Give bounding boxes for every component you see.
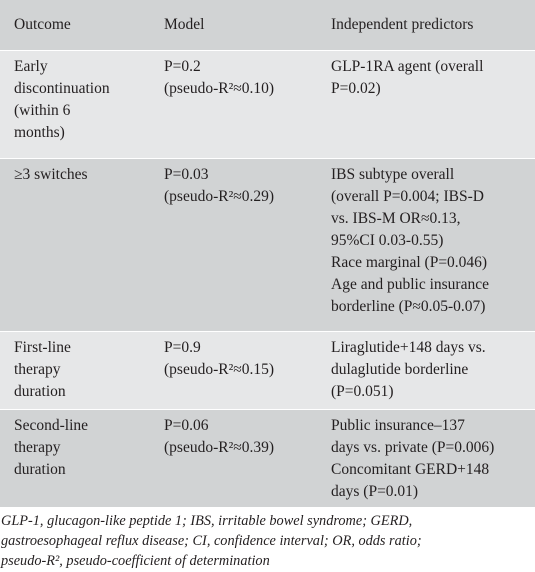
- footnote-line: GLP-1, glucagon-like peptide 1; IBS, irritable bowel syndrome; GERD,: [1, 513, 413, 529]
- cell-line: P=0.9: [164, 339, 201, 356]
- cell-line: Age and public insurance: [331, 276, 489, 293]
- cell-line: days vs. private (P=0.006): [331, 439, 495, 456]
- predictors-cell: [317, 51, 535, 159]
- model-cell: [150, 410, 317, 508]
- cell-line: days (P=0.01): [331, 483, 419, 500]
- model-cell: [150, 332, 317, 410]
- cell-line: P=0.03: [164, 166, 209, 183]
- cell-line: duration: [14, 461, 66, 478]
- cell-line: P=0.02): [331, 80, 381, 97]
- cell-line: therapy: [14, 439, 61, 456]
- cell-line: vs. IBS-M OR≈0.13,: [331, 210, 461, 227]
- footnote-line: pseudo-R², pseudo-coefficient of determination: [1, 553, 270, 569]
- model-cell: [150, 51, 317, 159]
- cell-line: (P=0.051): [331, 383, 394, 400]
- cell-line: duration: [14, 383, 66, 400]
- cell-line: discontinuation: [14, 80, 110, 97]
- table-row: [0, 51, 535, 159]
- cell-line: borderline (P≈0.05-0.07): [331, 298, 486, 315]
- outcome-cell: [0, 410, 150, 508]
- outcome-cell: [0, 51, 150, 159]
- cell-line: IBS subtype overall: [331, 166, 455, 183]
- predictors-cell: [317, 332, 535, 410]
- cell-line: Concomitant GERD+148: [331, 461, 490, 478]
- cell-line: (overall P=0.004; IBS-D: [331, 188, 484, 205]
- cell-line: GLP-1RA agent (overall: [331, 58, 484, 75]
- header-model: Model: [150, 0, 317, 51]
- footnote-line: gastroesophageal reflux disease; CI, confidence interval; OR, odds ratio;: [1, 533, 422, 549]
- table-header-row: [0, 0, 535, 51]
- cell-line: ≥3 switches: [14, 166, 88, 183]
- cell-line: Liraglutide+148 days vs.: [331, 339, 486, 356]
- cell-line: dulaglutide borderline: [331, 361, 469, 378]
- cell-line: (pseudo-R²≈0.15): [164, 361, 275, 378]
- predictors-cell: [317, 159, 535, 332]
- table-row: [0, 332, 535, 410]
- header-predictors: Independent predictors: [317, 0, 535, 51]
- cell-line: therapy: [14, 361, 61, 378]
- table-row: [0, 410, 535, 508]
- cell-line: Race marginal (P=0.046): [331, 254, 488, 271]
- cell-line: (within 6: [14, 102, 71, 119]
- predictors-cell: [317, 410, 535, 508]
- cell-line: Public insurance–137: [331, 417, 465, 434]
- outcome-cell: [0, 332, 150, 410]
- cell-line: (pseudo-R²≈0.39): [164, 439, 275, 456]
- cell-line: (pseudo-R²≈0.29): [164, 188, 275, 205]
- cell-line: (pseudo-R²≈0.10): [164, 80, 275, 97]
- cell-line: Second-line: [14, 417, 89, 434]
- cell-line: 95%CI 0.03-0.55): [331, 232, 444, 249]
- cell-line: months): [14, 124, 65, 141]
- outcome-cell: [0, 159, 150, 332]
- cell-line: P=0.06: [164, 417, 209, 434]
- cell-line: First-line: [14, 339, 71, 356]
- cell-line: P=0.2: [164, 58, 201, 75]
- table-row: [0, 159, 535, 332]
- table-footnote: [0, 508, 535, 571]
- model-cell: [150, 159, 317, 332]
- header-outcome: Outcome: [0, 0, 150, 51]
- cell-line: Early: [14, 58, 48, 75]
